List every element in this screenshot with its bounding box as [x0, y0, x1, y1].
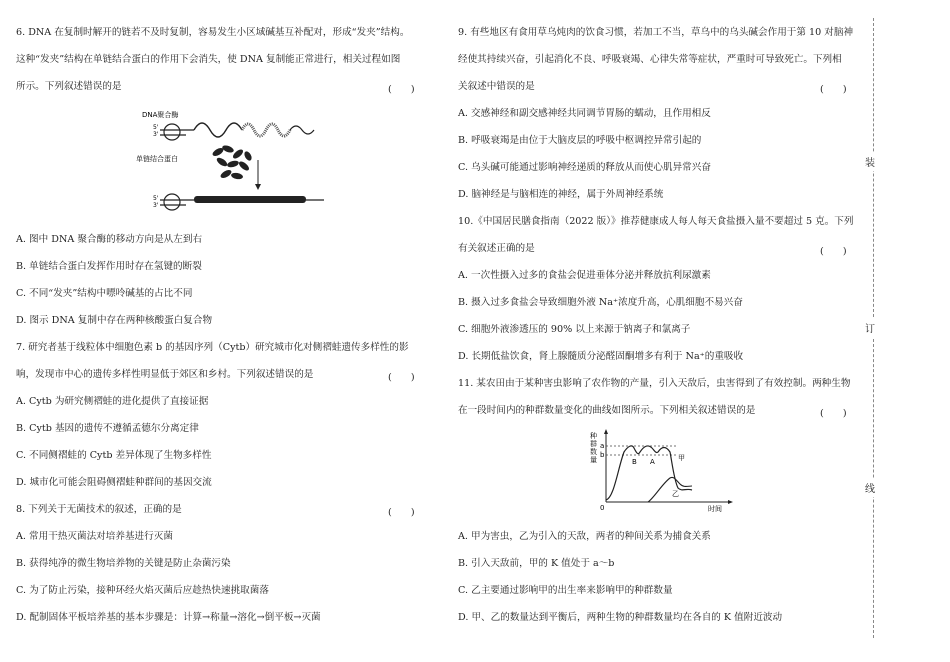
- q8-option-b[interactable]: B. 获得纯净的微生物培养物的关键是防止杂菌污染: [16, 558, 231, 569]
- q7-stem-line-1: 7. 研究者基于线粒体中细胞色素 b 的基因序列（Cytb）研究城市化对侧褶蛙遗传多样性的影: [16, 342, 409, 353]
- q7-stem-line-2: 响，发现市中心的遗传多样性明显低于郊区和乡村。下列叙述错误的是: [16, 369, 314, 380]
- q8-option-c[interactable]: C. 为了防止污染，接种环经火焰灭菌后应趁热快速挑取菌落: [16, 585, 269, 596]
- origin-label: 0: [600, 504, 605, 512]
- point-b-label: B: [632, 458, 637, 466]
- q6-option-c[interactable]: C. 不同“发夹”结构中嘌呤碱基的占比不同: [16, 288, 193, 299]
- q6-option-b[interactable]: B. 单链结合蛋白发挥作用时存在氢键的断裂: [16, 261, 202, 272]
- q9-option-b[interactable]: B. 呼吸衰竭是由位于大脑皮层的呼吸中枢调控异常引起的: [458, 135, 702, 146]
- label-5-prime-top: 5': [153, 124, 159, 131]
- q9-stem-line-1: 9. 有些地区有食用草乌炖肉的饮食习惯，若加工不当，草乌中的乌头碱会作用于第 10 对脑神: [458, 27, 854, 38]
- q9-stem-line-3: 关叙述中错误的是: [458, 81, 535, 92]
- q11-option-d[interactable]: D. 甲、乙的数量达到平衡后，两种生物的种群数量均在各自的 K 值附近波动: [458, 612, 783, 623]
- polymerase-circle-top: [164, 124, 180, 140]
- q10-stem-line-1: 10.《中国居民膳食指南（2022 版）》推荐健康成人每人每天食盐摄入量不要超过 5 克。下列: [458, 216, 854, 227]
- q10-option-b[interactable]: B. 摄入过多食盐会导致细胞外液 Na⁺浓度升高，心肌细胞不易兴奋: [458, 297, 743, 308]
- q11-option-a[interactable]: A. 甲为害虫，乙为引入的天敌，两者的种间关系为捕食关系: [458, 531, 711, 542]
- ylabel-char-4: 量: [590, 456, 597, 464]
- q6-answer-paren[interactable]: ( ): [388, 84, 415, 95]
- q11-stem-line-1: 11. 某农田由于某种害虫影响了农作物的产量，引入天敌后，虫害得到了有效控制。两种生物: [458, 378, 851, 389]
- q6-stem-line-1: 6. DNA 在复制时解开的链若不及时复制，容易发生小区域碱基互补配对，形成“发夹”结构。: [16, 27, 410, 38]
- polymerase-circle-bottom: [164, 194, 180, 210]
- label-3-prime-bottom: 3': [153, 202, 159, 209]
- q9-option-d[interactable]: D. 脑神经是与脑相连的神经，属于外周神经系统: [458, 189, 664, 200]
- tick-b: b: [600, 451, 605, 459]
- q6-option-a[interactable]: A. 图中 DNA 聚合酶的移动方向是从左到右: [16, 234, 203, 245]
- q10-option-c[interactable]: C. 细胞外液渗透压的 90% 以上来源于钠离子和氯离子: [458, 324, 691, 335]
- q11-option-c[interactable]: C. 乙主要通过影响甲的出生率来影响甲的种群数量: [458, 585, 673, 596]
- q8-option-a[interactable]: A. 常用干热灭菌法对培养基进行灭菌: [16, 531, 173, 542]
- q8-answer-paren[interactable]: ( ): [388, 507, 415, 518]
- q11-stem-line-2: 在一段时间内的种群数量变化的曲线如图所示。下列相关叙述错误的是: [458, 405, 756, 416]
- xlabel: 时间: [708, 505, 722, 512]
- ylabel-char-1: 种: [590, 432, 597, 440]
- q6-stem-line-3: 所示。下列叙述错误的是: [16, 81, 122, 92]
- binding-margin: [865, 0, 950, 662]
- q7-option-c[interactable]: C. 不同侧褶蛙的 Cytb 差异体现了生物多样性: [16, 450, 212, 461]
- binding-xian: 线: [865, 478, 875, 497]
- q10-option-a[interactable]: A. 一次性摄入过多的食盐会促进垂体分泌并释放抗利尿激素: [458, 270, 711, 281]
- ssb-coated-strand: [194, 196, 306, 203]
- label-dna-polymerase: DNA聚合酶: [142, 111, 179, 119]
- q6-stem-line-2: 这种“发夹”结构在单链结合蛋白的作用下会消失，使 DNA 复制能正常进行，相关过程如图: [16, 54, 401, 65]
- q10-option-d[interactable]: D. 长期低盐饮食，肾上腺髓质分泌醛固酮增多有利于 Na⁺的重吸收: [458, 351, 744, 362]
- q7-answer-paren[interactable]: ( ): [388, 372, 415, 383]
- q7-option-d[interactable]: D. 城市化可能会阻碍侧褶蛙种群间的基因交流: [16, 477, 212, 488]
- q11-option-b[interactable]: B. 引入天敌前，甲的 K 值处于 a～b: [458, 558, 615, 569]
- hairpin-structure: [242, 124, 290, 136]
- q9-option-c[interactable]: C. 乌头碱可能通过影响神经递质的释放从而使心肌异常兴奋: [458, 162, 711, 173]
- q9-answer-paren[interactable]: ( ): [820, 84, 847, 95]
- label-ssb: 单链结合蛋白: [136, 155, 178, 163]
- series-jia-label: 甲: [678, 454, 685, 462]
- q8-stem-line-1: 8. 下列关于无菌技术的叙述，正确的是: [16, 504, 182, 515]
- q6-dna-figure: [134, 104, 334, 216]
- q10-answer-paren[interactable]: ( ): [820, 246, 847, 257]
- q11-population-chart: [588, 428, 738, 512]
- ssb-proteins: [211, 144, 253, 180]
- tick-a: a: [600, 442, 605, 450]
- q7-option-a[interactable]: A. Cytb 为研究侧褶蛙的进化提供了直接证据: [16, 396, 209, 407]
- q6-option-d[interactable]: D. 图示 DNA 复制中存在两种核酸蛋白复合物: [16, 315, 213, 326]
- label-3-prime-top: 3': [153, 131, 159, 138]
- q9-stem-line-2: 经使其持续兴奋，引起消化不良、呼吸衰竭、心律失常等症状，严重时可导致死亡。下列相: [458, 54, 842, 65]
- q7-option-b[interactable]: B. Cytb 基因的遗传不遵循孟德尔分离定律: [16, 423, 199, 434]
- q8-option-d[interactable]: D. 配制固体平板培养基的基本步骤是：计算→称量→溶化→倒平板→灭菌: [16, 612, 321, 623]
- label-5-prime-bottom: 5': [153, 195, 159, 202]
- binding-ding: 订: [865, 318, 875, 337]
- ssdna-wave: [194, 123, 242, 137]
- q11-answer-paren[interactable]: ( ): [820, 408, 847, 419]
- binding-zhuang: 装: [865, 152, 875, 171]
- point-a-label: A: [650, 458, 655, 466]
- series-yi-label: 乙: [672, 490, 679, 498]
- q10-stem-line-2: 有关叙述正确的是: [458, 243, 535, 254]
- q9-option-a[interactable]: A. 交感神经和副交感神经共同调节胃肠的蠕动，且作用相反: [458, 108, 711, 119]
- ylabel-char-3: 数: [590, 448, 597, 456]
- ylabel-char-2: 群: [590, 440, 597, 448]
